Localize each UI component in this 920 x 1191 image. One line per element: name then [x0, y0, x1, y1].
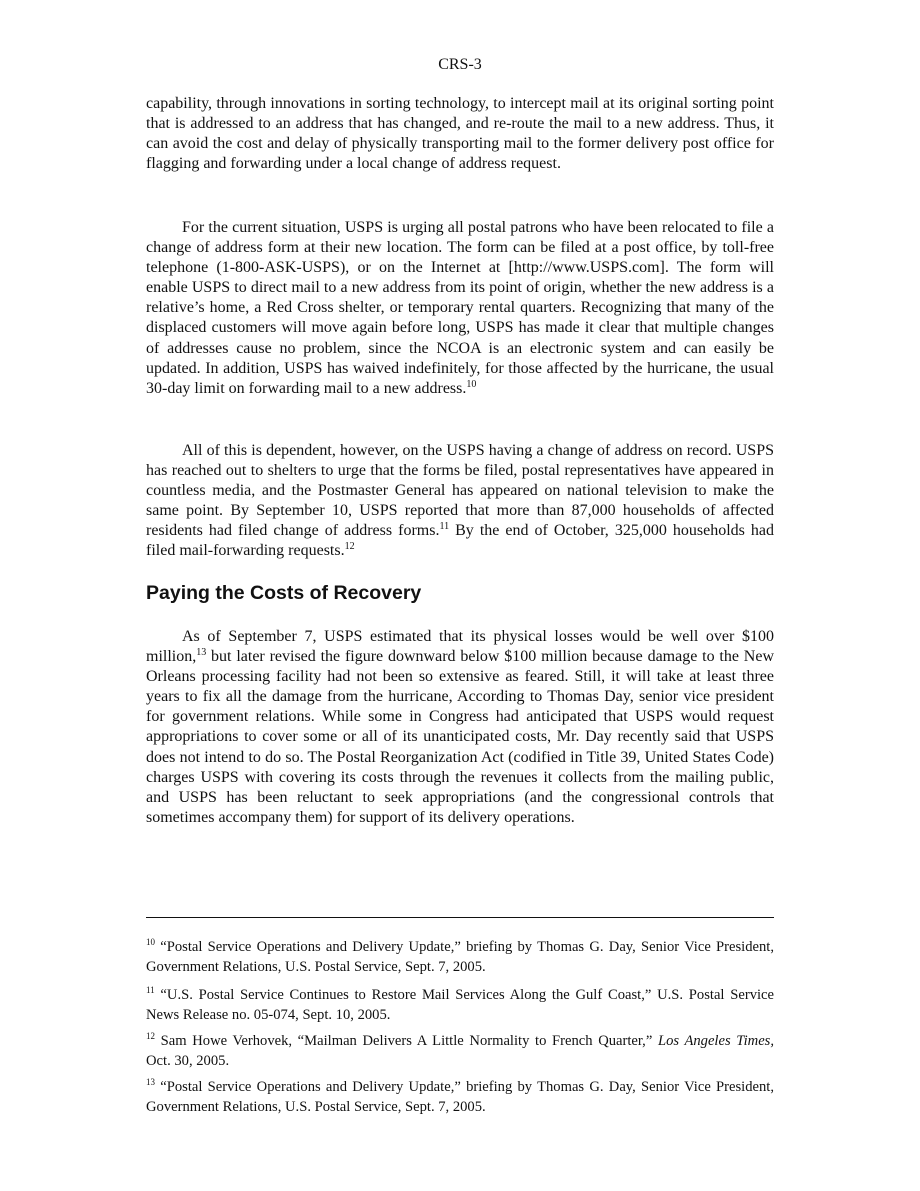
- paragraph-text: [146, 218, 774, 399]
- paragraph-body: All of this is dependent, however, on the USPS having a change of address on record. USPS has reached out to shelters to urge that the forms be filed, postal representatives have appeared in countless media, and the Postmaster General has appeared on national television to make the same point. By September 10, USPS reported that more than 87,000 households of affected residents had filed change of address forms.: [146, 442, 774, 540]
- paragraph-continuation: [146, 94, 774, 174]
- footnote-text: “U.S. Postal Service Continues to Restore Mail Services Along the Gulf Coast,” U.S. Postal Service News Release no. 05-074, Sept. 10, 2005.: [146, 987, 774, 1023]
- footnote-ref-11: 11: [439, 521, 450, 533]
- footnote-ref-10: 10: [466, 378, 477, 390]
- footnote-10: [146, 937, 774, 977]
- footnote-text: Oct. 30, 2005.: [146, 1053, 230, 1069]
- paragraph-body: By the end of October, 325,000 households had filed mail-forwarding requests.: [146, 522, 775, 560]
- paragraph-dependency: [146, 441, 774, 562]
- footnote-publication: Los Angeles Times,: [657, 1033, 774, 1049]
- page-number-header: CRS-3: [438, 56, 482, 73]
- footnote-separator: [146, 917, 774, 918]
- footnote-11: [146, 985, 774, 1025]
- footnote-number: 10: [146, 937, 155, 947]
- paragraph-body: but later revised the figure downward below $100 million because damage to the New Orleans processing facility had not been so extensive as feared. Still, it will take at least three years to fix all the damage from the hurricane, According to Thomas Day, senior vice president for government relations. While some in Congress had anticipated that USPS would request appropriations to cover some or all of its unanticipated costs, Mr. Day recently said that USPS does not intend to do so. The Postal Reorganization Act (codified in Title 39, United States Code) charges USPS with covering its costs through the revenues it collects from the mailing public, and USPS has been reluctant to seek appropriations (and the congressional controls that sometimes accompany them) for support of its delivery operations.: [146, 648, 774, 826]
- footnote-number: 11: [146, 985, 155, 995]
- footnote-12: [146, 1031, 774, 1071]
- footnote-number: 13: [146, 1077, 155, 1087]
- paragraph-body: As of September 7, USPS estimated that its physical losses would be well over $100 million,: [146, 628, 774, 666]
- footnote-text: “Postal Service Operations and Delivery Update,” briefing by Thomas G. Day, Senior Vice President, Government Relations, U.S. Postal Service, Sept. 7, 2005.: [146, 1079, 774, 1115]
- section-heading: Paying the Costs of Recovery: [146, 582, 422, 604]
- paragraph-text: capability, through innovations in sorting technology, to intercept mail at its original sorting point that is addressed to an address that has changed, and re-route the mail to a new address. Thus, it can avoid the cost and delay of physically transporting mail to the former delivery post office for flagging and forwarding under a local change of address request.: [146, 95, 774, 173]
- footnote-text: “Postal Service Operations and Delivery Update,” briefing by Thomas G. Day, Senior Vice President, Government Relations, U.S. Postal Service, Sept. 7, 2005.: [146, 939, 774, 975]
- paragraph-change-of-address: [146, 218, 774, 399]
- paragraph-costs: [146, 627, 774, 828]
- paragraph-text: [146, 441, 774, 562]
- paragraph-body: For the current situation, USPS is urging all postal patrons who have been relocated to file a change of address form at their new location. The form can be filed at a post office, by toll-free telephone (1-800-ASK-USPS), or on the Internet at [http://www.USPS.com]. The form will enable USPS to direct mail to a new address from its point of origin, whether the new address is a relative’s home, a Red Cross shelter, or temporary rental quarters. Recognizing that many of the displaced customers will move again before long, USPS has made it clear that multiple changes of addresses cause no problem, since the NCOA is an electronic system and can easily be updated. In addition, USPS has waived indefinitely, for those affected by the hurricane, the usual 30-day limit on forwarding mail to a new address.: [146, 219, 774, 397]
- paragraph-text: [146, 627, 774, 828]
- footnote-text: Sam Howe Verhovek, “Mailman Delivers A Little Normality to French Quarter,”: [155, 1033, 658, 1049]
- footnote-ref-12: 12: [344, 541, 355, 553]
- footnote-ref-13: 13: [196, 647, 207, 659]
- footnote-number: 12: [146, 1031, 155, 1041]
- section-heading-wrap: [146, 581, 774, 605]
- footnote-13: [146, 1077, 774, 1117]
